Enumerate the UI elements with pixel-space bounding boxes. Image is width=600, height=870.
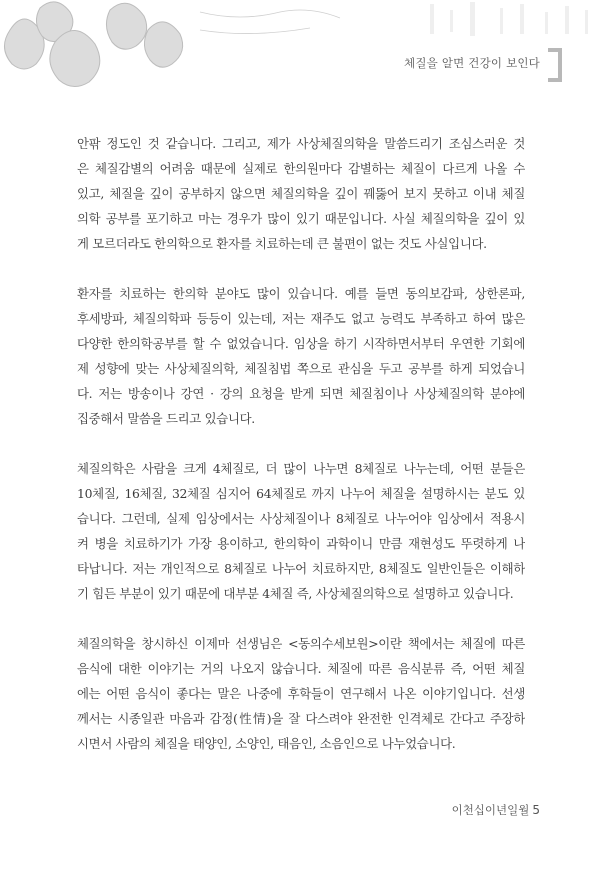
paragraph [77, 131, 525, 256]
text-line: 제 성향에 맞는 사상체질의학, 체질침법 쪽으로 관심을 두고 공부를 하게 되었습니 [77, 361, 525, 376]
footer-label: 이천십이년일월 [451, 803, 530, 817]
header-bracket-ornament [548, 48, 562, 82]
text-line: 의학 공부를 포기하고 마는 경우가 많이 있기 때문입니다. 사실 체질의학을 깊이 있 [77, 211, 525, 226]
body-text [77, 131, 525, 781]
text-line: 은 체질감별의 어려움 때문에 실제로 한의원마다 감별하는 체질이 다르게 나올 수 [77, 161, 525, 176]
text-line: 에는 어떤 음식이 좋다는 말은 나중에 후학들이 연구해서 나온 이야기입니다. 선생 [77, 686, 525, 701]
text-line: 있고, 체질을 깊이 공부하지 않으면 체질의학을 깊이 꿰뚫어 보지 못하고 이내 체질 [77, 186, 525, 201]
text-line: 타납니다. 저는 개인적으로 8체질로 나누어 치료하지만, 8체질도 일반인들은 이해하 [77, 561, 525, 576]
text-line: 다양한 한의학공부를 할 수 없었습니다. 임상을 하기 시작하면서부터 우연한 기회에 [77, 336, 525, 351]
paragraph [77, 281, 525, 431]
text-line: 안팎 정도인 것 같습니다. 그리고, 제가 사상체질의학을 말씀드리기 조심스러운 것 [77, 136, 525, 151]
text-line: 체질의학은 사람을 크게 4체질로, 더 많이 나누면 8체질로 나누는데, 어떤 분들은 [77, 461, 525, 476]
running-header-title: 체질을 알면 건강이 보인다 [404, 56, 540, 70]
text-line: 체질의학을 창시하신 이제마 선생님은 <동의수세보원>이란 책에서는 체질에 따른 [77, 636, 525, 651]
paragraph [77, 456, 525, 606]
text-line: 10체질, 16체질, 32체질 심지어 64체질로 까지 나누어 체질을 설명하시는 분도 있 [77, 486, 525, 501]
text-line: 게 모르더라도 한의학으로 환자를 치료하는데 큰 불편이 없는 것도 사실입니다. [77, 236, 487, 251]
text-line: 께서는 시종일관 마음과 감정(性情)을 잘 다스려야 완전한 인격체로 간다고 주장하 [77, 711, 525, 726]
text-line: 다. 저는 방송이나 강연 · 강의 요청을 받게 되면 체질침이나 사상체질의학 분야에 [77, 386, 525, 401]
text-line: 후세방파, 체질의학파 등등이 있는데, 저는 재주도 없고 능력도 부족하고 하여 많은 [77, 311, 525, 326]
pouch-illustration [0, 0, 600, 90]
page-number: 5 [532, 803, 540, 817]
text-line: 시면서 사람의 체질을 태양인, 소양인, 태음인, 소음인으로 나누었습니다. [77, 736, 456, 751]
text-line: 켜 병을 치료하기가 가장 용이하고, 한의학이 과학이니 만큼 재현성도 뚜렷하게 나 [77, 536, 525, 551]
text-line: 음식에 대한 이야기는 거의 나오지 않습니다. 체질에 따른 음식분류 즉, 어떤 체질 [77, 661, 525, 676]
text-line: 집중해서 말씀을 드리고 있습니다. [77, 411, 255, 426]
text-line: 기 힘든 부분이 있기 때문에 대부분 4체질 즉, 사상체질의학으로 설명하고 있습니다. [77, 586, 514, 601]
text-line: 환자를 치료하는 한의학 분야도 많이 있습니다. 예를 들면 동의보감파, 상한론파, [77, 286, 525, 301]
header-decoration [0, 0, 600, 90]
page-footer [452, 802, 540, 818]
paragraph [77, 631, 525, 756]
text-line: 습니다. 그런데, 실제 임상에서는 사상체질이나 8체질로 나누어야 임상에서 적용시 [77, 511, 525, 526]
